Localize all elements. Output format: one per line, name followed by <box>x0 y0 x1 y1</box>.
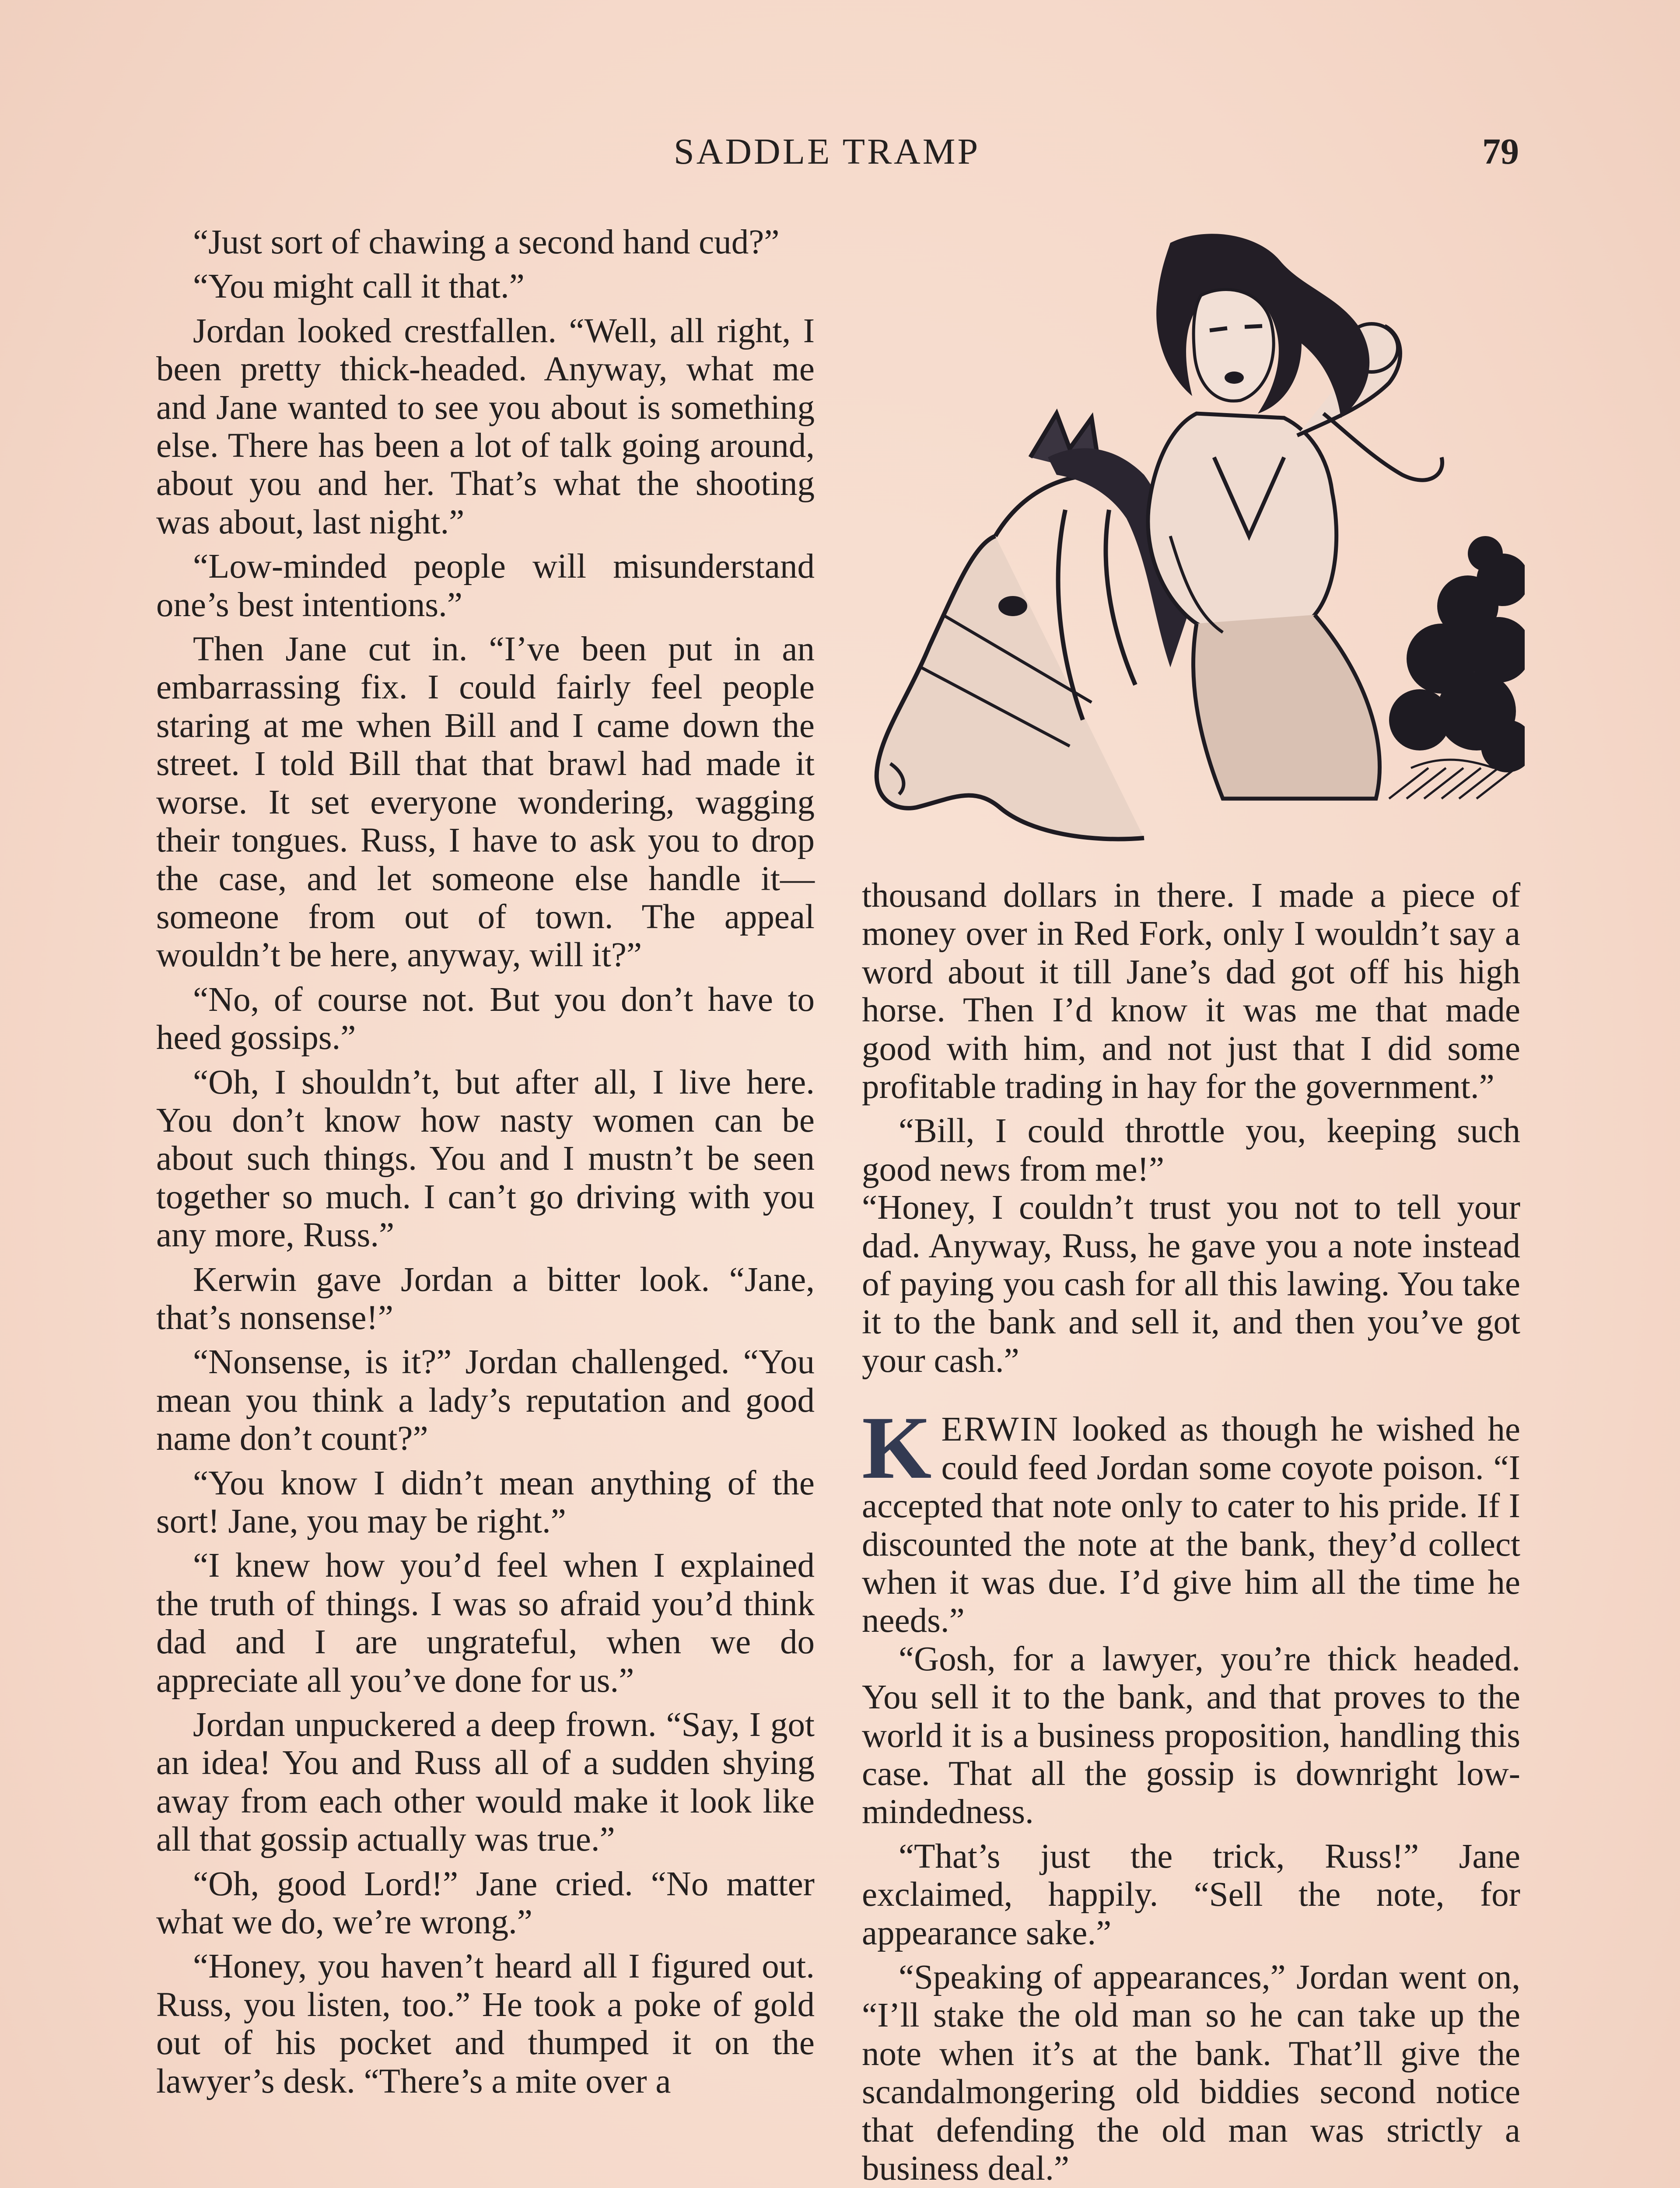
section-break-text: looked as though he wished he could feed Jordan some coyote poison. “I accepted that note only to cater to his pride. If I discounted the note at the bank, they’d collect when it was due. I’d give him all the time he needs.” <box>862 1410 1520 1640</box>
paragraph: “Speaking of appearances,” Jordan went on, “I’ll stake the old man so he can take up the note when it’s at the bank. That’ll give the scandalmongering old biddies second notice that defending the old man was strictly a business deal.” <box>862 1958 1520 2188</box>
paragraph: “Gosh, for a lawyer, you’re thick headed. You sell it to the bank, and that proves to the world it is a business proposition, handling this case. That all the gossip is downright low-mindedness. <box>862 1640 1520 1831</box>
paragraph: “I knew how you’d feel when I explained the truth of things. I was so afraid you’d think dad and I are ungrateful, when we do appreciate all you’ve done for us.” <box>156 1546 815 1700</box>
drop-cap: K <box>862 1398 932 1498</box>
paragraph: Jordan unpuckered a deep frown. “Say, I got an idea! You and Russ all of a sudden shying away from each other would make it look like all that gossip actually was true.” <box>156 1706 815 1859</box>
foliage <box>1389 536 1525 772</box>
right-column-paragraphs <box>862 877 1520 1380</box>
paragraph: “Honey, I couldn’t trust you not to tell your dad. Anyway, Russ, he gave you a note instead of paying you cash for all this lawing. You take it to the bank and sell it, and then you’ve got your cash.” <box>862 1189 1520 1380</box>
paragraph: “Honey, you haven’t heard all I figured out. Russ, you listen, too.” He took a poke of gold out of his pocket and thumped it on the lawyer’s desk. “There’s a mite over a <box>156 1947 815 2100</box>
paragraph: Jordan looked crestfallen. “Well, all right, I been pretty thick-headed. Anyway, what me and Jane wanted to see you about is something else. There has been a lot of talk going around, about you and her. That’s what the shooting was about, last night.” <box>156 312 815 541</box>
section-break-paragraph <box>862 1398 1520 1640</box>
page-number: 79 <box>1482 131 1519 172</box>
paragraph: “Nonsense, is it?” Jordan challenged. “You mean you think a lady’s reputation and good name don’t count?” <box>156 1343 815 1458</box>
paragraph: “Oh, I shouldn’t, but after all, I live here. You don’t know how nasty women can be about such things. You and I mustn’t be seen together so much. I can’t go driving with you any more, Russ.” <box>156 1063 815 1255</box>
rider-face <box>1194 290 1274 401</box>
lead-caps: ERWIN <box>941 1410 1059 1449</box>
paragraph: “Oh, good Lord!” Jane cried. “No matter what we do, we’re wrong.” <box>156 1865 815 1942</box>
paragraph: “Just sort of chawing a second hand cud?” <box>193 223 780 261</box>
paragraph: Kerwin gave Jordan a bitter look. “Jane, that’s nonsense!” <box>156 1260 815 1337</box>
running-head: SADDLE TRAMP <box>674 131 980 172</box>
paragraph: “That’s just the trick, Russ!” Jane exclaimed, happily. “Sell the note, for appearance sake.” <box>862 1837 1520 1952</box>
right-column-paragraphs-after <box>862 1640 1520 2188</box>
illustration-woman-on-horse <box>864 230 1525 864</box>
paragraph: Then Jane cut in. “I’ve been put in an embarrassing fix. I could fairly feel people staring at me when Bill and I came down the street. I told Bill that that brawl had made it worse. It set everyone wondering, wagging their tongues. Russ, I have to ask you to drop the case, and let someone else handle it—someone from out of town. The appeal wouldn’t be here, anyway, will it?” <box>156 630 815 975</box>
paragraph: “No, of course not. But you don’t have to heed gossips.” <box>156 980 815 1057</box>
paragraph: “You might call it that.” <box>193 267 525 306</box>
paragraph: “Low-minded people will misunderstand one’s best intentions.” <box>156 547 815 624</box>
paragraph: “Bill, I could throttle you, keeping such good news from me!” <box>862 1112 1520 1189</box>
text-column-left <box>156 223 815 2100</box>
paragraph: thousand dollars in there. I made a piece of money over in Red Fork, only I wouldn’t say a word about it till Jane’s dad got off his high horse. Then I’d know it was me that made good with him, and not just that I did some profitable trading in hay for the government.” <box>862 877 1520 1106</box>
paragraph: “You know I didn’t mean anything of the sort! Jane, you may be right.” <box>156 1464 815 1540</box>
text-column-right <box>862 877 1520 2188</box>
